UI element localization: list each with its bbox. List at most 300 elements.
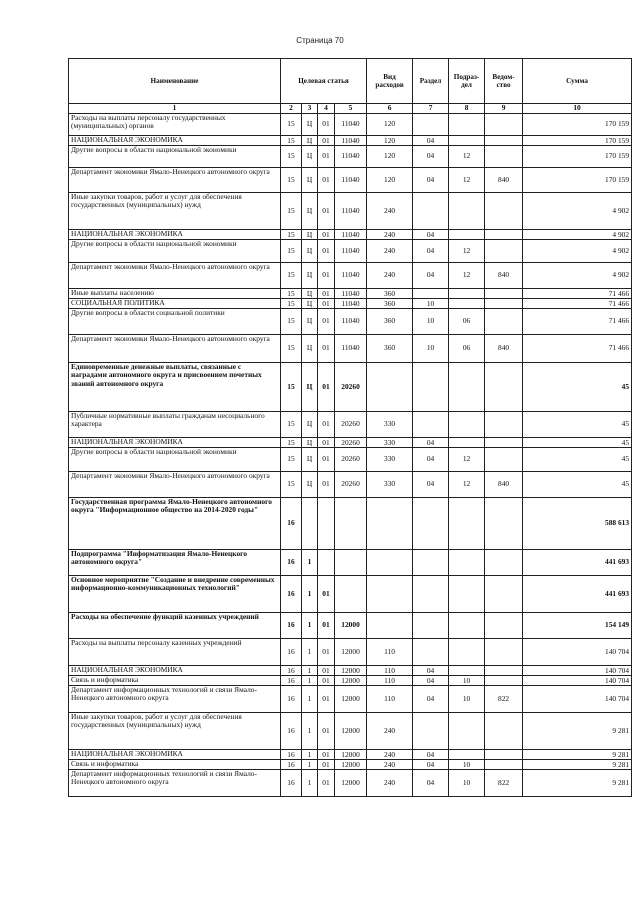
table-row <box>69 770 632 797</box>
program-code: 15 <box>281 146 302 168</box>
table-row <box>69 686 632 713</box>
expense-type: 240 <box>367 750 413 760</box>
activity-code: 01 <box>318 448 335 472</box>
activity-code: 01 <box>318 576 335 613</box>
row-amount: 45 <box>523 472 632 498</box>
direction-code: 12000 <box>335 713 367 750</box>
direction-code: 11040 <box>335 263 367 289</box>
direction-code: 11040 <box>335 240 367 263</box>
program-code: 16 <box>281 760 302 770</box>
row-amount: 71 466 <box>523 335 632 363</box>
activity-code: 01 <box>318 676 335 686</box>
row-name: Иные закупки товаров, работ и услуг для обеспечения государственных (муниципальных) нужд <box>69 193 281 230</box>
header-target-article: Целевая статья <box>281 59 367 104</box>
table-row <box>69 666 632 676</box>
subprogram-code: 1 <box>302 613 318 639</box>
expense-type <box>367 498 413 550</box>
subprogram-code: Ц <box>302 114 318 136</box>
row-amount: 154 149 <box>523 613 632 639</box>
section <box>413 550 449 576</box>
row-name: Расходы на обеспечение функций казенных учреждений <box>69 613 281 639</box>
section: 04 <box>413 750 449 760</box>
row-amount: 140 704 <box>523 666 632 676</box>
column-number: 4 <box>318 104 335 114</box>
direction-code: 20260 <box>335 448 367 472</box>
header-section: Раздел <box>413 59 449 104</box>
row-name: Департамент экономики Ямало-Ненецкого автономного округа <box>69 263 281 289</box>
section <box>413 193 449 230</box>
row-name: Связь и информатика <box>69 676 281 686</box>
section <box>413 713 449 750</box>
section <box>413 289 449 299</box>
program-code: 15 <box>281 263 302 289</box>
expense-type: 240 <box>367 230 413 240</box>
expense-type: 240 <box>367 193 413 230</box>
subsection: 10 <box>449 676 485 686</box>
expense-type <box>367 363 413 412</box>
row-amount: 170 159 <box>523 146 632 168</box>
direction-code: 12000 <box>335 760 367 770</box>
section <box>413 363 449 412</box>
activity-code: 01 <box>318 438 335 448</box>
row-name: Единовременные денежные выплаты, связанные с наградами автономного округа и присвоением почетных званий автономного округа <box>69 363 281 412</box>
direction-code <box>335 550 367 576</box>
subprogram-code: 1 <box>302 550 318 576</box>
column-number: 9 <box>485 104 523 114</box>
department: 822 <box>485 686 523 713</box>
subsection <box>449 230 485 240</box>
row-name: НАЦИОНАЛЬНАЯ ЭКОНОМИКА <box>69 230 281 240</box>
expense-type <box>367 576 413 613</box>
row-amount: 9 281 <box>523 750 632 760</box>
row-amount: 4 902 <box>523 193 632 230</box>
department: 840 <box>485 472 523 498</box>
department <box>485 666 523 676</box>
expense-type: 360 <box>367 309 413 335</box>
department <box>485 639 523 666</box>
department <box>485 613 523 639</box>
expense-type: 120 <box>367 168 413 193</box>
direction-code: 12000 <box>335 750 367 760</box>
program-code: 15 <box>281 230 302 240</box>
activity-code <box>318 550 335 576</box>
section: 10 <box>413 299 449 309</box>
subsection <box>449 750 485 760</box>
activity-code: 01 <box>318 363 335 412</box>
department <box>485 309 523 335</box>
row-name: Основное мероприятие "Создание и внедрение современных информационно-коммуникационных технологий" <box>69 576 281 613</box>
row-amount: 9 281 <box>523 770 632 797</box>
section: 04 <box>413 438 449 448</box>
activity-code: 01 <box>318 666 335 676</box>
activity-code: 01 <box>318 136 335 146</box>
section: 04 <box>413 686 449 713</box>
program-code: 15 <box>281 114 302 136</box>
table-body <box>69 114 632 797</box>
section <box>413 114 449 136</box>
table-row <box>69 136 632 146</box>
subprogram-code: Ц <box>302 230 318 240</box>
direction-code: 11040 <box>335 193 367 230</box>
expense-type: 240 <box>367 263 413 289</box>
direction-code: 20260 <box>335 363 367 412</box>
table-row <box>69 472 632 498</box>
subprogram-code: Ц <box>302 299 318 309</box>
subsection: 12 <box>449 146 485 168</box>
table-row <box>69 146 632 168</box>
department <box>485 136 523 146</box>
header-department: Ведом- ство <box>485 59 523 104</box>
row-name: Подпрограмма "Информатизация Ямало-Ненецкого автономного округа" <box>69 550 281 576</box>
department <box>485 412 523 438</box>
program-code: 15 <box>281 438 302 448</box>
row-name: Другие вопросы в области национальной экономики <box>69 146 281 168</box>
department <box>485 289 523 299</box>
activity-code: 01 <box>318 168 335 193</box>
expense-type: 110 <box>367 676 413 686</box>
program-code: 16 <box>281 666 302 676</box>
subsection: 06 <box>449 309 485 335</box>
expense-type: 240 <box>367 713 413 750</box>
subprogram-code: 1 <box>302 639 318 666</box>
direction-code: 12000 <box>335 676 367 686</box>
header-subsection: Подраз- дел <box>449 59 485 104</box>
subsection <box>449 639 485 666</box>
row-name: Департамент экономики Ямало-Ненецкого автономного округа <box>69 472 281 498</box>
program-code: 15 <box>281 412 302 438</box>
subprogram-code: 1 <box>302 750 318 760</box>
direction-code: 11040 <box>335 230 367 240</box>
expense-type: 360 <box>367 299 413 309</box>
row-name: НАЦИОНАЛЬНАЯ ЭКОНОМИКА <box>69 438 281 448</box>
direction-code: 20260 <box>335 472 367 498</box>
row-amount: 140 704 <box>523 639 632 666</box>
section: 04 <box>413 666 449 676</box>
department <box>485 676 523 686</box>
column-number: 3 <box>302 104 318 114</box>
subsection <box>449 299 485 309</box>
table-row <box>69 263 632 289</box>
row-name: Публичные нормативные выплаты гражданам несоциального характера <box>69 412 281 438</box>
department <box>485 713 523 750</box>
expense-type: 330 <box>367 472 413 498</box>
activity-code: 01 <box>318 114 335 136</box>
department <box>485 230 523 240</box>
direction-code: 12000 <box>335 639 367 666</box>
table-row <box>69 639 632 666</box>
table-row <box>69 168 632 193</box>
activity-code: 01 <box>318 263 335 289</box>
subprogram-code: Ц <box>302 263 318 289</box>
table-row <box>69 750 632 760</box>
subsection <box>449 193 485 230</box>
section: 10 <box>413 309 449 335</box>
header-expense-type: Вид расходов <box>367 59 413 104</box>
table-row <box>69 448 632 472</box>
subprogram-code: 1 <box>302 686 318 713</box>
row-amount: 9 281 <box>523 760 632 770</box>
subsection: 10 <box>449 770 485 797</box>
expense-type <box>367 550 413 576</box>
table-row <box>69 713 632 750</box>
subsection: 12 <box>449 263 485 289</box>
program-code: 15 <box>281 448 302 472</box>
section: 04 <box>413 136 449 146</box>
subsection: 12 <box>449 168 485 193</box>
row-amount: 170 159 <box>523 114 632 136</box>
subsection <box>449 498 485 550</box>
department <box>485 760 523 770</box>
program-code: 15 <box>281 289 302 299</box>
section: 04 <box>413 676 449 686</box>
program-code: 15 <box>281 193 302 230</box>
subprogram-code: Ц <box>302 240 318 263</box>
row-amount: 170 159 <box>523 136 632 146</box>
expense-type: 360 <box>367 335 413 363</box>
section <box>413 639 449 666</box>
activity-code: 01 <box>318 613 335 639</box>
direction-code: 12000 <box>335 613 367 639</box>
section <box>413 613 449 639</box>
department <box>485 448 523 472</box>
row-amount: 140 704 <box>523 676 632 686</box>
department: 822 <box>485 770 523 797</box>
program-code: 15 <box>281 363 302 412</box>
column-number: 2 <box>281 104 302 114</box>
activity-code: 01 <box>318 760 335 770</box>
row-amount: 45 <box>523 363 632 412</box>
subprogram-code: 1 <box>302 713 318 750</box>
row-name: Другие вопросы в области национальной экономики <box>69 240 281 263</box>
department <box>485 114 523 136</box>
direction-code: 20260 <box>335 412 367 438</box>
subprogram-code: Ц <box>302 136 318 146</box>
table-row <box>69 299 632 309</box>
subsection <box>449 363 485 412</box>
department <box>485 146 523 168</box>
subprogram-code: Ц <box>302 472 318 498</box>
subprogram-code: Ц <box>302 289 318 299</box>
direction-code: 11040 <box>335 289 367 299</box>
row-amount: 71 466 <box>523 289 632 299</box>
program-code: 16 <box>281 613 302 639</box>
department: 840 <box>485 335 523 363</box>
section: 04 <box>413 263 449 289</box>
program-code: 15 <box>281 168 302 193</box>
expense-type: 110 <box>367 639 413 666</box>
row-amount: 140 704 <box>523 686 632 713</box>
subsection: 12 <box>449 472 485 498</box>
direction-code: 11040 <box>335 114 367 136</box>
row-name: НАЦИОНАЛЬНАЯ ЭКОНОМИКА <box>69 750 281 760</box>
activity-code: 01 <box>318 230 335 240</box>
direction-code: 12000 <box>335 686 367 713</box>
section: 04 <box>413 760 449 770</box>
expense-type <box>367 613 413 639</box>
activity-code: 01 <box>318 686 335 713</box>
activity-code: 01 <box>318 240 335 263</box>
subprogram-code: Ц <box>302 448 318 472</box>
program-code: 16 <box>281 750 302 760</box>
direction-code: 11040 <box>335 168 367 193</box>
subprogram-code <box>302 498 318 550</box>
expense-type: 240 <box>367 770 413 797</box>
program-code: 15 <box>281 240 302 263</box>
subsection <box>449 550 485 576</box>
department: 840 <box>485 168 523 193</box>
program-code: 16 <box>281 498 302 550</box>
subsection <box>449 613 485 639</box>
subsection <box>449 666 485 676</box>
table-row <box>69 193 632 230</box>
subsection: 12 <box>449 240 485 263</box>
activity-code: 01 <box>318 289 335 299</box>
program-code: 15 <box>281 309 302 335</box>
section: 04 <box>413 230 449 240</box>
table-row <box>69 412 632 438</box>
row-amount: 71 466 <box>523 299 632 309</box>
direction-code: 11040 <box>335 335 367 363</box>
subprogram-code: 1 <box>302 760 318 770</box>
activity-code: 01 <box>318 193 335 230</box>
subprogram-code: 1 <box>302 770 318 797</box>
row-amount: 4 902 <box>523 263 632 289</box>
table-row <box>69 498 632 550</box>
activity-code: 01 <box>318 335 335 363</box>
subprogram-code: Ц <box>302 438 318 448</box>
row-name: Департамент информационных технологий и связи Ямало-Ненецкого автономного округа <box>69 686 281 713</box>
row-name: Расходы на выплаты персоналу государственных (муниципальных) органов <box>69 114 281 136</box>
row-amount: 9 281 <box>523 713 632 750</box>
subsection: 06 <box>449 335 485 363</box>
expense-type: 110 <box>367 666 413 676</box>
table-row <box>69 230 632 240</box>
row-name: Департамент экономики Ямало-Ненецкого автономного округа <box>69 168 281 193</box>
section: 04 <box>413 168 449 193</box>
section <box>413 576 449 613</box>
program-code: 15 <box>281 299 302 309</box>
program-code: 16 <box>281 550 302 576</box>
subsection: 10 <box>449 760 485 770</box>
row-name: Департамент информационных технологий и связи Ямало-Ненецкого автономного округа <box>69 770 281 797</box>
subsection: 12 <box>449 448 485 472</box>
row-name: Расходы на выплаты персоналу казенных учреждений <box>69 639 281 666</box>
department <box>485 576 523 613</box>
table-row <box>69 550 632 576</box>
department <box>485 550 523 576</box>
subsection: 10 <box>449 686 485 713</box>
program-code: 16 <box>281 576 302 613</box>
column-number: 8 <box>449 104 485 114</box>
row-amount: 4 902 <box>523 240 632 263</box>
subsection <box>449 114 485 136</box>
section: 04 <box>413 146 449 168</box>
table-row <box>69 335 632 363</box>
row-amount: 4 902 <box>523 230 632 240</box>
table-row <box>69 114 632 136</box>
activity-code <box>318 498 335 550</box>
department <box>485 750 523 760</box>
subprogram-code: 1 <box>302 576 318 613</box>
program-code: 15 <box>281 136 302 146</box>
activity-code: 01 <box>318 750 335 760</box>
subsection <box>449 289 485 299</box>
subprogram-code: 1 <box>302 666 318 676</box>
expense-type: 330 <box>367 438 413 448</box>
column-number: 10 <box>523 104 632 114</box>
expense-type: 240 <box>367 760 413 770</box>
program-code: 15 <box>281 335 302 363</box>
table-row <box>69 760 632 770</box>
row-amount: 71 466 <box>523 309 632 335</box>
direction-code: 12000 <box>335 770 367 797</box>
row-name: Связь и информатика <box>69 760 281 770</box>
table-row <box>69 676 632 686</box>
table-header-row <box>69 59 632 104</box>
table-row <box>69 240 632 263</box>
row-amount: 45 <box>523 412 632 438</box>
program-code: 16 <box>281 713 302 750</box>
activity-code: 01 <box>318 770 335 797</box>
department <box>485 193 523 230</box>
expense-type: 240 <box>367 240 413 263</box>
subprogram-code: Ц <box>302 193 318 230</box>
program-code: 16 <box>281 770 302 797</box>
row-amount: 441 693 <box>523 550 632 576</box>
department <box>485 363 523 412</box>
department <box>485 498 523 550</box>
row-name: Другие вопросы в области социальной политики <box>69 309 281 335</box>
program-code: 16 <box>281 639 302 666</box>
program-code: 16 <box>281 676 302 686</box>
subsection <box>449 713 485 750</box>
section: 04 <box>413 240 449 263</box>
program-code: 15 <box>281 472 302 498</box>
section <box>413 498 449 550</box>
expense-type: 120 <box>367 146 413 168</box>
direction-code: 11040 <box>335 309 367 335</box>
direction-code <box>335 576 367 613</box>
activity-code: 01 <box>318 472 335 498</box>
table-row <box>69 289 632 299</box>
department <box>485 299 523 309</box>
subprogram-code: Ц <box>302 309 318 335</box>
direction-code: 11040 <box>335 136 367 146</box>
expense-type: 120 <box>367 136 413 146</box>
row-amount: 45 <box>523 438 632 448</box>
header-name: Наименование <box>69 59 281 104</box>
row-name: Государственная программа Ямало-Ненецкого автономного округа "Информационное общество на 2014-2020 годы" <box>69 498 281 550</box>
column-number: 1 <box>69 104 281 114</box>
subprogram-code: Ц <box>302 363 318 412</box>
department <box>485 240 523 263</box>
expense-type: 360 <box>367 289 413 299</box>
subsection <box>449 136 485 146</box>
column-number: 6 <box>367 104 413 114</box>
subsection <box>449 438 485 448</box>
subprogram-code: Ц <box>302 412 318 438</box>
activity-code: 01 <box>318 309 335 335</box>
section: 04 <box>413 770 449 797</box>
activity-code: 01 <box>318 412 335 438</box>
direction-code: 20260 <box>335 438 367 448</box>
row-name: НАЦИОНАЛЬНАЯ ЭКОНОМИКА <box>69 666 281 676</box>
expense-type: 330 <box>367 448 413 472</box>
column-number: 5 <box>335 104 367 114</box>
department <box>485 438 523 448</box>
department: 840 <box>485 263 523 289</box>
activity-code: 01 <box>318 713 335 750</box>
